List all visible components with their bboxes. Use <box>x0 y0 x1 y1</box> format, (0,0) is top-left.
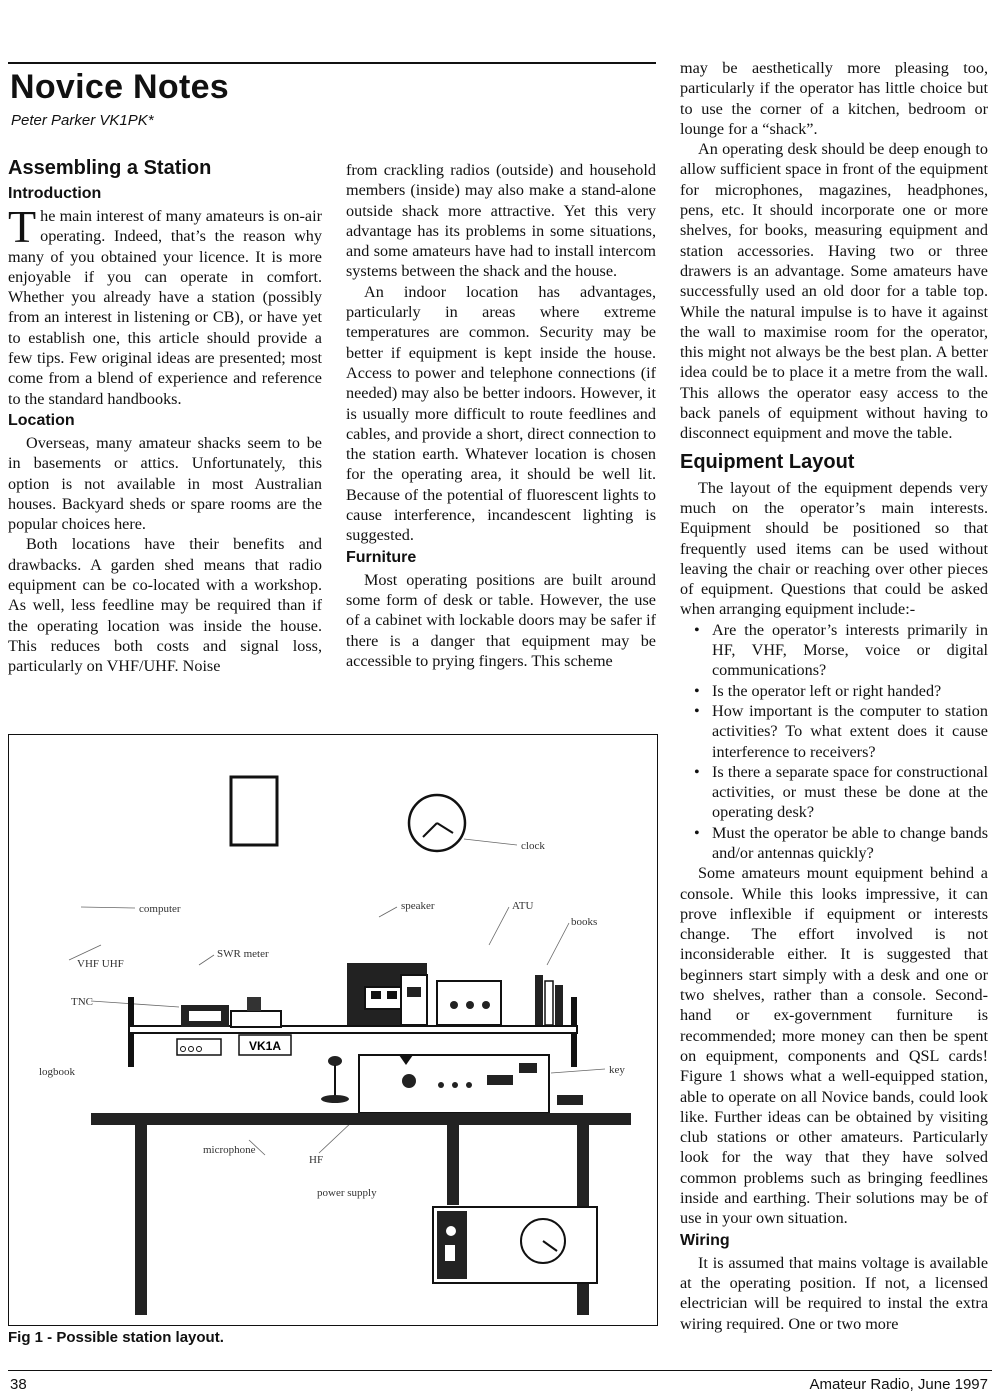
publication-info: Amateur Radio, June 1997 <box>809 1376 988 1393</box>
column-1 <box>8 156 322 677</box>
label-tnc: TNC <box>71 996 93 1008</box>
column-2 <box>346 160 656 671</box>
article-byline: Peter Parker VK1PK* <box>11 112 154 129</box>
computer-monitor <box>181 1005 229 1027</box>
paragraph: An operating desk should be deep enough to allow sufficient space in front of the equipment for microphones, magazines, headphones, pens, etc. It should incorporate one or more shelves, for books, measuring equipment and station accessories. Having two or three drawers is an advantage. Some amateurs have successfully used an old door for a table top. While the natural impulse is to have it against the wall to maximise room for the operator, this might not always be the best plan. A better idea could be to place it a metre from the wall. This allows the operator easy access to the back panels of equipment without having to disconnect equipment and move the table. <box>680 140 988 443</box>
subheading-equipment-layout: Equipment Layout <box>680 450 855 473</box>
paragraph: Most operating positions are built around some form of desk or table. However, the use of a cabinet with lockable doors may be safer if there is a danger that equipment may be accessible to prying fingers. This scheme <box>346 570 656 670</box>
column-3 <box>680 58 988 1334</box>
page-number: 38 <box>10 1376 27 1393</box>
hf-transceiver <box>359 1055 549 1113</box>
intro-text: he main interest of many amateurs is on-air operating. Indeed, that’s the reason why many of you obtained your licence. It is more enjoyable if you can operate in comfort. Whether you already have a station (possibly from an interest in listening or CB), or have yet to establish one, this article should provide a few tips. Few original ideas are presented; most come from a blend of experience and reference to the standard handbooks. <box>8 207 322 408</box>
list-item: • Is the operator left or right handed? <box>712 681 988 701</box>
figure-caption: Fig 1 - Possible station layout. <box>8 1329 224 1346</box>
wall-picture <box>231 777 277 845</box>
subheading-wiring: Wiring <box>680 1231 730 1249</box>
top-rule <box>8 62 656 64</box>
subheading-introduction: Introduction <box>8 185 102 202</box>
section-heading: Assembling a Station <box>8 157 212 179</box>
label-microphone: microphone <box>203 1144 256 1156</box>
microphone-icon <box>321 1056 349 1103</box>
intro-paragraph <box>8 201 322 409</box>
label-hf: HF <box>309 1154 324 1166</box>
list-item: • Is there a separate space for constructional activities, or must these be done at the operating desk? <box>712 762 988 823</box>
list-item: • Are the operator’s interests primarily in HF, VHF, Morse, voice or digital communications? <box>712 620 988 681</box>
label-books: books <box>571 916 598 928</box>
label-power-supply: power supply <box>317 1187 377 1199</box>
list-item: • Must the operator be able to change bands and/or antennas quickly? <box>712 823 988 864</box>
books <box>535 975 563 1025</box>
clock-icon <box>409 795 465 851</box>
callsign-text: VK1A <box>248 1039 282 1053</box>
paragraph: from crackling radios (outside) and household members (inside) may also make a stand-alone outside shack more attractive. Yet this very advantage has its problems in some situations, and some amateurs have had to install intercom systems between the shack and the house. <box>346 161 656 281</box>
swr-meter-box <box>247 997 261 1011</box>
paragraph: Both locations have their benefits and drawbacks. A garden shed means that radio equipment can be co-located with a workshop. As well, less feedline may be required than if the operating location was inside the house. This reduces both costs and signal loss, particularly on VHF/UHF. Noise <box>8 535 322 676</box>
power-supply-unit <box>433 1207 597 1283</box>
morse-key <box>557 1095 583 1105</box>
label-atu: ATU <box>512 900 534 912</box>
paragraph: The layout of the equipment depends very much on the operator’s main interests. Equipment should be positioned so that frequently used items can be used without leaving the chair or reaching over other pieces of equipment. Questions that could be asked when arranging equipment include:- <box>680 478 988 619</box>
paragraph: An indoor location has advantages, particularly in areas where extreme temperatures are common. Security may be better if equipment is kept inside the house. Access to power and telephone connections (if needed) may also be better indoors. However, it is usually more difficult to route feedlines and cables, and provide a short, direct connection to the station earth. Whatever location is chosen for the operating area, it should be well lit. Because of the potential of fluorescent lights to cause interference, incandescent lighting is suggested. <box>346 282 656 545</box>
label-vhf-uhf: VHF UHF <box>77 958 124 970</box>
logbook-spiral <box>177 1039 221 1055</box>
station-layout-figure <box>8 734 658 1326</box>
speaker-box <box>401 975 427 1025</box>
drop-cap: T <box>8 201 37 252</box>
paragraph: may be aesthetically more pleasing too, particularly if the operator has little choice but to use the corner of a kitchen, bedroom or lounge for a “shack”. <box>680 59 988 138</box>
tnc-box <box>231 1011 281 1027</box>
atu-box <box>437 981 501 1025</box>
subheading-furniture: Furniture <box>346 548 417 566</box>
label-key: key <box>609 1064 625 1076</box>
paragraph: Overseas, many amateur shacks seem to be in basements or attics. Unfortunately, this option is not available in most Australian houses. Backyard sheds or spare rooms are the popular choices here. <box>8 433 322 534</box>
label-swr-meter: SWR meter <box>217 948 269 960</box>
label-logbook: logbook <box>39 1066 76 1078</box>
paragraph: Some amateurs mount equipment behind a console. While this looks impressive, it can prove inflexible if equipment or interests change. The effort involved is not inconsiderable either. It is suggested that beginners start simply with a desk and one or two shelves, rather than a console. Second-hand or ex-government furniture is recommended; more money can then be spent on equipment, components and QSL cards! Figure 1 shows what a well-equipped station, able to operate on all Novice bands, could look like. Further ideas can be obtained by visiting club stations or other amateurs. Particularly look for the way that they have solved common problems such as bringing feedlines inside and earthing. Their solutions may be of use in your own situation. <box>680 864 988 1228</box>
paragraph: It is assumed that mains voltage is available at the operating position. If not, a licensed electrician will be required to instal the extra wiring required. One or two more <box>680 1253 988 1333</box>
subheading-location: Location <box>8 411 75 429</box>
question-list <box>680 620 988 864</box>
article-title: Novice Notes <box>10 68 230 106</box>
station-layout-drawing <box>9 735 657 1325</box>
label-clock: clock <box>521 840 545 852</box>
label-speaker: speaker <box>401 900 435 912</box>
label-computer: computer <box>139 903 181 915</box>
list-item: • How important is the computer to station activities? To what extent does it cause interference to receivers? <box>712 701 988 762</box>
footer-rule <box>8 1370 992 1371</box>
